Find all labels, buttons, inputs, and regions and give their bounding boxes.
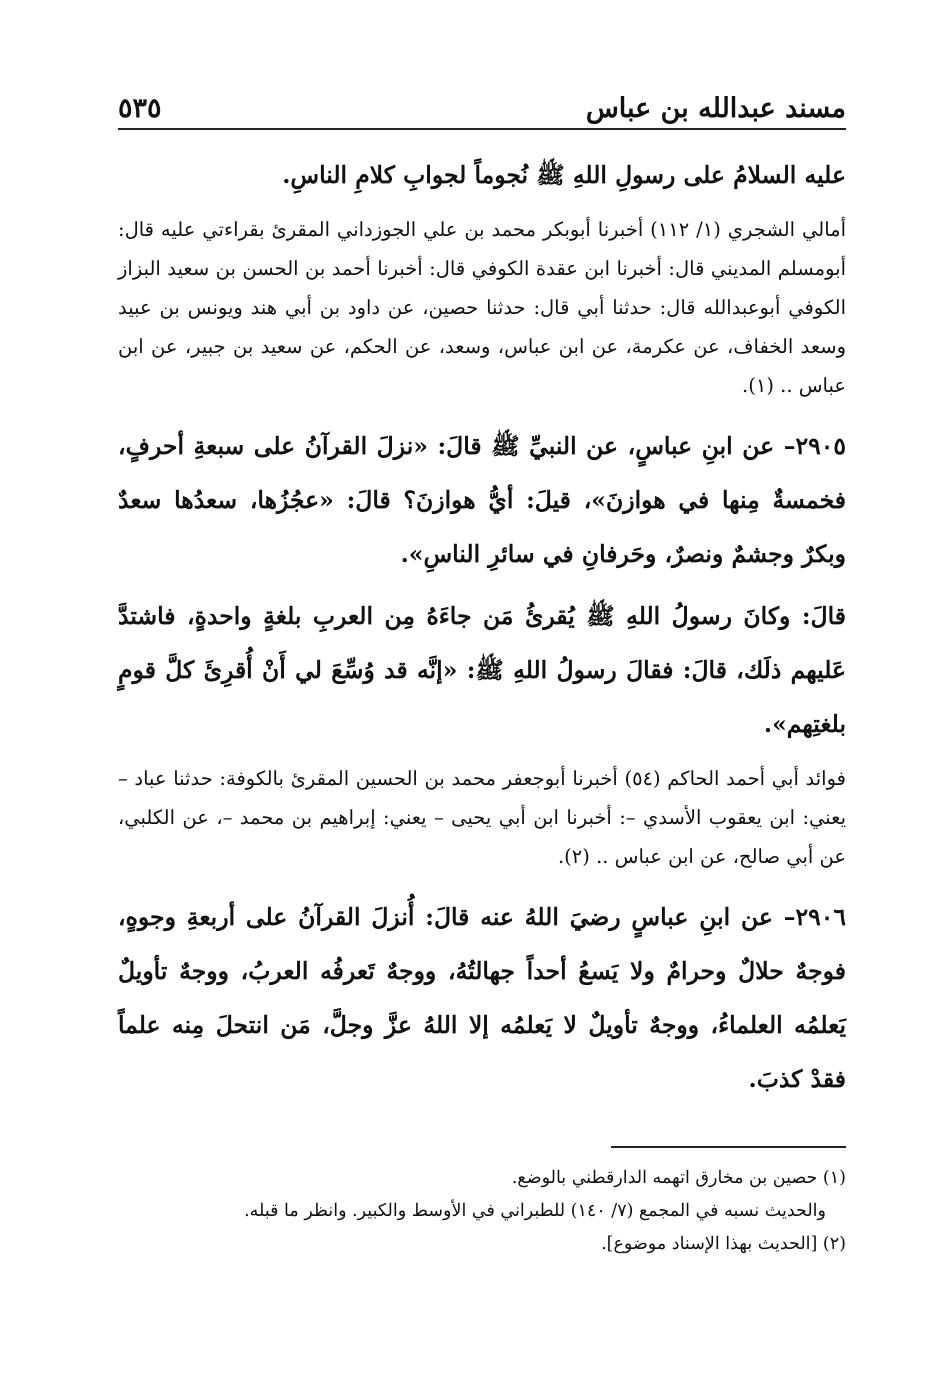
hadith-2906 <box>118 890 846 1106</box>
footnote-1: (١) حصين بن مخارق اتهمه الدارقطني بالوضع. <box>511 1168 846 1188</box>
running-header <box>118 86 846 126</box>
source-chain-hakim: فوائد أبي أحمد الحاكم (٥٤) أخبرنا أبوجعفر محمد بن الحسين المقرئ بالكوفة: حدثنا عباد – يعني: ابن يعقوب الأسدي –: أخبرنا ابن أبي يحيى – يعني: إبراهيم بن محمد –، عن الكلبي، عن أبي صالح، عن ابن عباس .. (٢). <box>118 767 846 868</box>
hadith-2905-continued: قالَ: وكانَ رسولُ اللهِ ﷺ يُقرئُ مَن جاءَهُ مِن العربِ بلغةٍ واحدةٍ، فاشتدَّ عَليهم ذلَك، قالَ: فقالَ رسولُ اللهِ ﷺ: «إنَّه قد وُسِّعَ لي أَنْ أُقرِئَ كلَّ قومٍ بلغتِهم». <box>118 602 846 738</box>
header-title: مسند عبدالله بن عباس <box>585 93 846 124</box>
source-chain-shajari: أمالي الشجري (١/ ١١٢) أخبرنا أبوبكر محمد بن علي الجوزداني المقرئ بقراءتي عليه قال: أبومسلم المديني قال: أخبرنا ابن عقدة الكوفي قال: أخبرنا أحمد بن الحسن بن سعيد البزاز الكوفي أبوعبدالله قال: حدثنا أبي قال: حدثنا حصين، عن داود بن أبي هند ويونس بن عبيد وسعد الخفاف، عن عكرمة، عن ابن عباس، وسعد، عن الحكم، عن سعيد بن جبير، عن ابن عباس .. (١). <box>118 218 846 397</box>
hadith-text: – عن ابنِ عباسٍ رضيَ اللهُ عنه قالَ: أُنزلَ القرآنُ على أربعةِ وجوهٍ، فوجهٌ حلالٌ وحرامٌ ولا يَسعُ أحداً جهالتُهُ، ووجهٌ تَعرفُه العربُ، ووجهٌ تأويلٌ يَعلمُه العلماءُ، ووجهٌ تأويلٌ لا يَعلمُه إلا اللهُ عزَّ وجلَّ، مَن انتحلَ مِنه علماً فقدْ كذبَ. <box>118 903 846 1093</box>
main-text <box>118 148 846 1106</box>
footnote-rule <box>611 1146 846 1148</box>
header-rule <box>118 128 846 130</box>
footnote-2: (٢) [الحديث بهذا الإسناد موضوع]. <box>601 1234 846 1254</box>
hadith-continuation: عليه السلامُ على رسولِ اللهِ ﷺ نُجوماً لجوابِ كلامِ الناسِ. <box>282 161 846 189</box>
hadith-text: – عن ابنِ عباسٍ، عن النبيِّ ﷺ قالَ: «نزلَ القرآنُ على سبعةِ أحرفٍ، فخمسةٌ مِنها في هوازنَ»، قيلَ: أيُّ هوازنَ؟ قالَ: «عجُزُها، سعدُها سعدٌ وبكرٌ وجشمٌ ونصرٌ، وحَرفانِ في سائرِ الناسِ». <box>118 432 846 568</box>
hadith-2905 <box>118 419 846 581</box>
hadith-number: ٢٩٠٥ <box>795 432 846 460</box>
hadith-number: ٢٩٠٦ <box>795 903 846 931</box>
footnote-1-continued: والحديث نسبه في المجمع (٧/ ١٤٠) للطبراني في الأوسط والكبير. وانظر ما قبله. <box>244 1201 826 1221</box>
page-number: ٥٣٥ <box>118 93 162 124</box>
footnotes <box>118 1162 846 1261</box>
